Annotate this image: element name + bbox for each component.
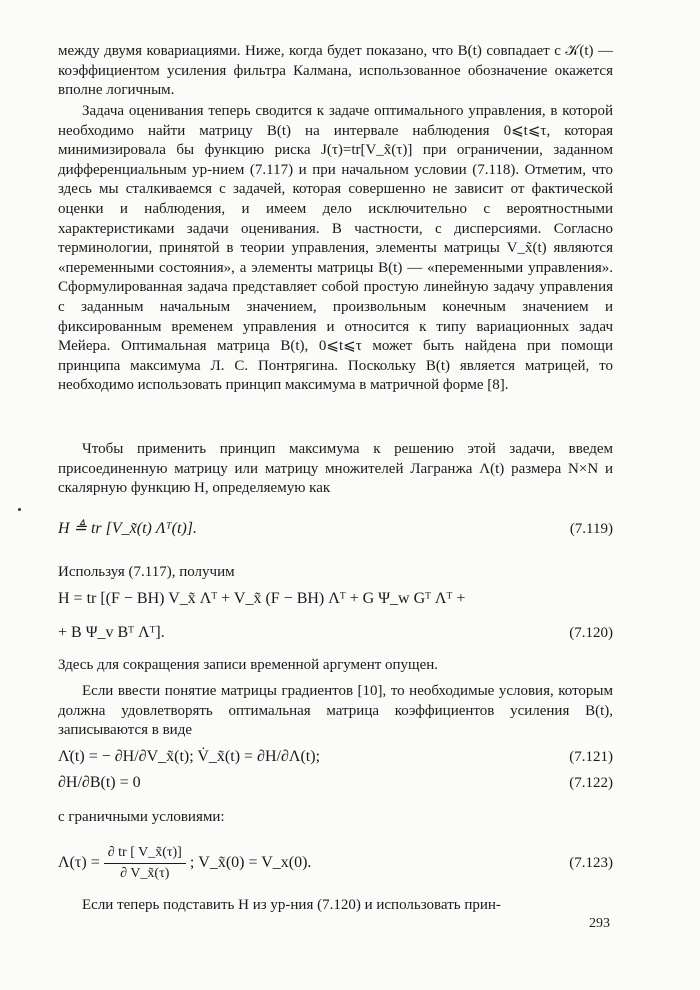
paragraph-text: Здесь для сокращения записи временной аргумент опущен. [58, 657, 439, 673]
paragraph-8 [58, 896, 613, 916]
equation-formula [58, 840, 311, 886]
equation-formula: ∂H/∂B(t) = 0 [58, 774, 141, 791]
paragraph-text: Если теперь подставить H из ур-ния (7.120) и использовать прин- [82, 897, 501, 913]
fraction-numerator: ∂ tr [ V_x̃(τ)] [104, 843, 186, 864]
margin-dot [18, 508, 21, 511]
paragraph-text: Задача оценивания теперь сводится к задаче оптимального управления, в которой необходимо найти матрицу B(t) на интервале наблюдения 0⩽t⩽τ, которая минимизировала бы функцию риска J(τ)=tr[V_x̃(τ)] при ограничении, заданном дифференциальным ур-нием (7.117) и при начальном условии (7.118). Отметим, что здесь мы сталкиваемся с задачей, которая совершенно не зависит от фактической оценки и наблюдения, и имеем дело исключительно с вероятностными характеристиками задачи оценивания. В частности, с дисперсиями. Согласно терминологии, принятой в теории управления, элементы матрицы V_x̃(t) являются «переменными состояния», а элементы матрицы B(t) — «переменными управления». Сформулированная задача представляет собой простую линейную задачу управления с заданным начальным значением, произвольным конечным значением и фиксированным временем управления и относится к типу вариационных задач Мейера. Оптимальная матрица B(t), 0⩽t⩽τ может быть найдена при помощи принципа максимума Л. С. Понтрягина. Поскольку B(t) является матрицей, то необходимо использовать принцип максимума в матричной форме [8]. [58, 103, 613, 394]
paragraph-text: Чтобы применить принцип максимума к решению этой задачи, введем присоединенную матрицу или матрицу множителей Лагранжа Λ(t) размера N×N и скалярную функцию H, определяемую как [58, 441, 613, 497]
paragraph-6 [58, 682, 613, 741]
equation-7-122 [58, 768, 613, 798]
equation-number: (7.123) [569, 855, 613, 871]
fraction-denominator: ∂ V_x̃(τ) [120, 865, 170, 881]
paragraph-3 [58, 440, 613, 499]
equation-7-119 [58, 514, 613, 544]
equation-lhs: Λ(τ) = [58, 854, 104, 871]
paragraph-2 [58, 102, 613, 396]
paragraph-7 [58, 808, 613, 828]
page-number: 293 [589, 916, 610, 931]
equation-7-120-line1 [58, 584, 613, 614]
equation-number: (7.120) [569, 625, 613, 641]
paragraph-5 [58, 656, 613, 676]
equation-number: (7.119) [569, 521, 613, 537]
equation-rhs: ; V_x̃(0) = V_x(0). [189, 854, 312, 871]
equation-formula: H = tr [(F − BH) V_x̃ Λᵀ + V_x̃ (F − BH) Λᵀ + G Ψ_w Gᵀ Λᵀ + [58, 590, 466, 607]
paragraph-text: Если ввести понятие матрицы градиентов [10], то необходимые условия, которым должна удовлетворять оптимальная матрица коэффициентов усиления B(t), записываются в виде [58, 683, 613, 739]
equation-formula: Λ̇(t) = − ∂H/∂V_x̃(t); V̇_x̃(t) = ∂H/∂Λ(t); [58, 748, 321, 765]
paragraph-text: Используя (7.117), получим [58, 564, 235, 580]
paragraph-text: между двумя ковариациями. Ниже, когда будет показано, что B(t) совпадает с 𝒦(t) — коэффициентом усиления фильтра Калмана, использованное обозначение окажется вполне логичным. [58, 43, 613, 99]
equation-formula: H ≜ tr [V_x̃(t) Λᵀ(t)]. [58, 520, 198, 537]
paragraph-text: с граничными условиями: [58, 809, 225, 825]
equation-7-123 [58, 840, 613, 886]
paragraph-1 [58, 42, 613, 101]
paragraph-4 [58, 563, 613, 583]
equation-formula: + B Ψ_v Bᵀ Λᵀ]. [58, 624, 165, 641]
fraction [104, 843, 186, 884]
equation-7-120-line2 [58, 618, 613, 648]
equation-number: (7.122) [569, 775, 613, 791]
equation-number: (7.121) [569, 749, 613, 765]
